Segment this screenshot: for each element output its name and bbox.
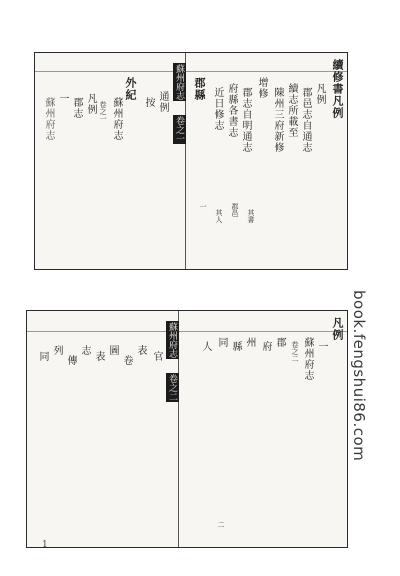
upper-text-column-21: 一 — [199, 203, 207, 210]
upper-page-rule — [35, 71, 347, 72]
lower-text-column-6: 府 — [260, 341, 271, 352]
lower-text-column-8: 縣 — [230, 341, 241, 352]
lower-text-column-9: 同 — [216, 337, 227, 348]
lower-text-column-13: 卷 — [121, 355, 132, 366]
lower-text-column-1: 凡例 — [331, 317, 344, 341]
upper-fishtail-title: 蘇州府志 — [174, 64, 184, 100]
lower-text-column-19: 同 — [37, 351, 48, 362]
lower-book-page — [26, 310, 348, 548]
upper-text-column-9: 郡縣 — [193, 77, 206, 101]
lower-text-column-2: 一 — [316, 341, 327, 352]
lower-text-column-11: 官 — [151, 351, 162, 362]
site-watermark: book.fengshui86.com — [350, 290, 368, 462]
lower-text-column-18: 列 — [51, 345, 62, 356]
lower-fishtail-title: 蘇州府志 — [167, 322, 177, 358]
upper-text-column-6: 郡志自明通志 — [240, 87, 251, 153]
upper-text-column-19: 郡邑 — [231, 203, 239, 217]
upper-text-column-18: 蘇州府志 — [43, 97, 54, 141]
lower-text-column-17: 傳 — [65, 355, 76, 366]
upper-text-column-7: 府縣各書志 — [226, 83, 237, 138]
upper-text-column-17: 一 — [57, 93, 68, 104]
upper-page-heading: 續修書凡例 — [331, 59, 344, 119]
upper-text-column-2: 郡邑志自通志 — [300, 87, 311, 153]
upper-text-column-12: 外紀 — [124, 77, 137, 101]
upper-text-column-13: 蘇州府志 — [111, 97, 122, 141]
lower-text-column-14: 圖 — [107, 345, 118, 356]
lower-text-column-10: 人 — [200, 341, 211, 352]
upper-text-column-15: 凡例 — [85, 93, 96, 115]
lower-text-column-7: 州 — [244, 337, 255, 348]
lower-fishtail-volume: 卷之二 — [167, 374, 177, 401]
lower-text-column-15: 表 — [93, 351, 104, 362]
corner-page-mark: 1 — [42, 540, 48, 550]
lower-text-column-16: 志 — [79, 345, 90, 356]
lower-page-rule — [27, 331, 347, 332]
upper-text-column-5: 增修 — [256, 77, 267, 99]
upper-text-column-4: 陳州三府新修 — [272, 87, 283, 153]
upper-text-column-3: 續志所載至 — [286, 83, 297, 138]
upper-book-page — [34, 52, 348, 270]
upper-text-column-16: 郡志 — [71, 97, 82, 119]
lower-text-column-5: 郡 — [274, 337, 285, 348]
upper-text-column-14: 卷之一 — [99, 101, 107, 122]
upper-text-column-10: 通例 — [157, 91, 168, 113]
upper-text-column-8: 近日修志 — [212, 87, 223, 131]
upper-text-column-20: 其人 — [215, 209, 223, 223]
upper-text-column-22: 其書 — [247, 209, 255, 223]
upper-text-column-11: 按 — [143, 97, 154, 108]
lower-text-column-20: 二 — [217, 521, 225, 528]
lower-text-column-4: 卷之二 — [291, 341, 299, 362]
lower-text-column-12: 表 — [135, 345, 146, 356]
lower-text-column-3: 蘇州府志 — [302, 337, 313, 381]
upper-text-column-1: 凡例 — [314, 83, 325, 105]
upper-fishtail-volume: 卷之一 — [174, 116, 184, 143]
